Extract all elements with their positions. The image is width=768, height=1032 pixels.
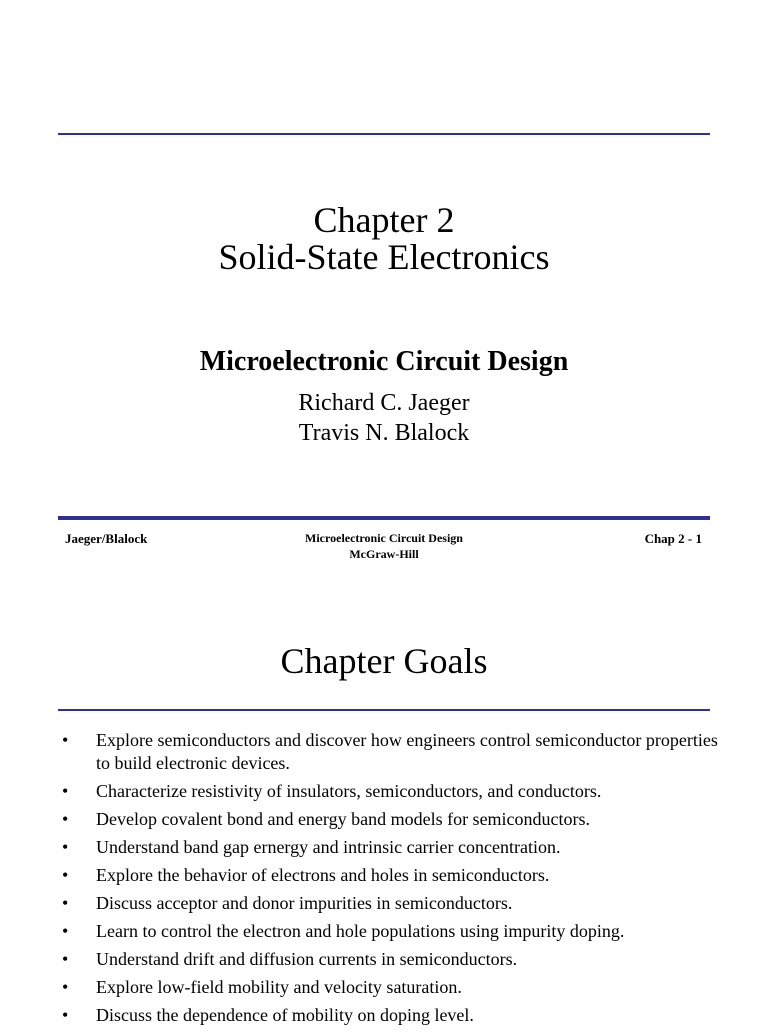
goals-title: Chapter Goals xyxy=(280,641,488,681)
footer-publisher: McGraw-Hill xyxy=(349,547,419,561)
bullet-icon: • xyxy=(62,1005,69,1025)
book-title: Microelectronic Circuit Design xyxy=(199,346,569,377)
goal-text: Explore the behavior of electrons and holes in semiconductors. xyxy=(96,865,550,885)
goals-list xyxy=(60,729,720,1032)
goal-item xyxy=(60,808,720,831)
goal-item xyxy=(60,920,720,943)
goal-text: Explore low-field mobility and velocity saturation. xyxy=(96,977,462,997)
goal-item xyxy=(60,780,720,803)
chapter-title: Solid-State Electronics xyxy=(218,237,550,277)
goal-text: Understand band gap ernergy and intrinsic carrier concentration. xyxy=(96,837,561,857)
goal-text: Discuss acceptor and donor impurities in semiconductors. xyxy=(96,893,513,913)
footer-divider xyxy=(58,516,710,520)
bullet-icon: • xyxy=(62,730,69,750)
goal-item xyxy=(60,948,720,971)
bullet-icon: • xyxy=(62,837,69,857)
footer-page-number: Chap 2 - 1 xyxy=(644,531,702,546)
goal-item xyxy=(60,892,720,915)
goal-text: Develop covalent bond and energy band models for semiconductors. xyxy=(96,809,591,829)
goal-text: Understand drift and diffusion currents in semiconductors. xyxy=(96,949,518,969)
goal-text: Discuss the dependence of mobility on doping level. xyxy=(96,1005,474,1025)
goal-item xyxy=(60,836,720,859)
author-2: Travis N. Blalock xyxy=(298,420,470,446)
goal-text: Explore semiconductors and discover how engineers control semiconductor properties to build electronic devices. xyxy=(96,730,718,773)
goal-text: Learn to control the electron and hole populations using impurity doping. xyxy=(96,921,625,941)
bullet-icon: • xyxy=(62,809,69,829)
footer-book-title: Microelectronic Circuit Design xyxy=(305,531,463,545)
bullet-icon: • xyxy=(62,921,69,941)
goal-item xyxy=(60,976,720,999)
bullet-icon: • xyxy=(62,977,69,997)
goal-item xyxy=(60,729,720,775)
bullet-icon: • xyxy=(62,893,69,913)
author-1: Richard C. Jaeger xyxy=(298,390,470,416)
goal-text: Characterize resistivity of insulators, semiconductors, and conductors. xyxy=(96,781,602,801)
bullet-icon: • xyxy=(62,949,69,969)
goals-divider xyxy=(58,709,710,711)
footer-authors: Jaeger/Blalock xyxy=(65,531,148,546)
bullet-icon: • xyxy=(62,781,69,801)
chapter-number: Chapter 2 xyxy=(313,200,455,240)
bullet-icon: • xyxy=(62,865,69,885)
goal-item xyxy=(60,864,720,887)
top-divider xyxy=(58,133,710,135)
